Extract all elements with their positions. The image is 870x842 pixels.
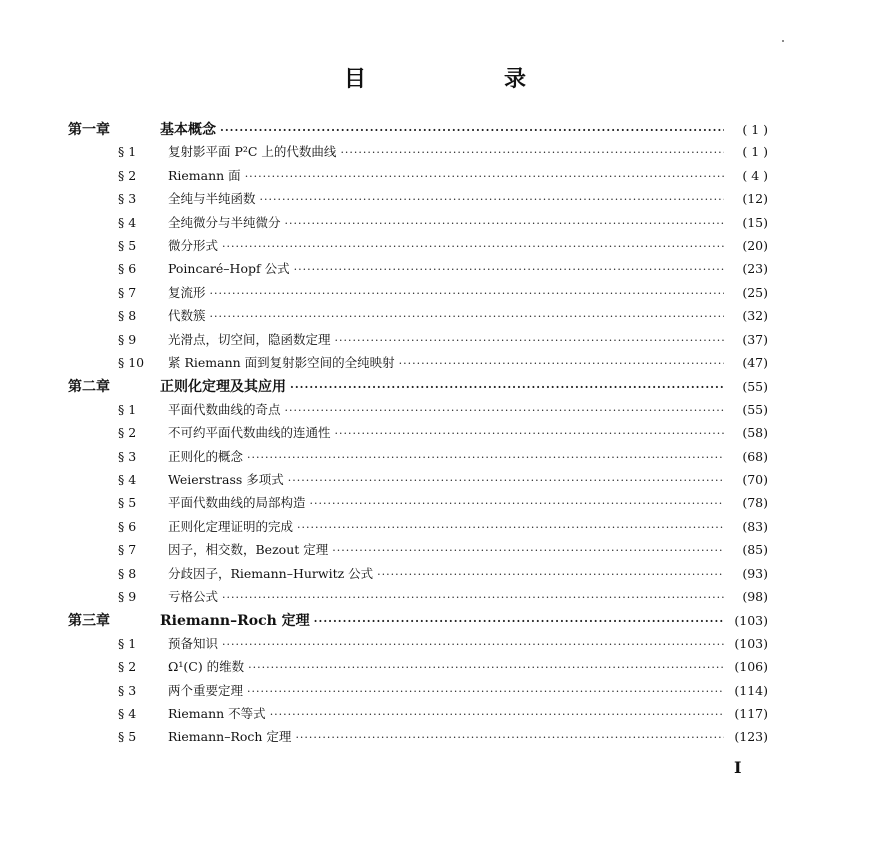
section-title: 正则化定理证明的完成 [168,518,294,534]
section-title: 复流形 [168,284,206,300]
page-reference: ( 4 ) [742,167,768,183]
dot-leader [247,685,724,698]
section-title: Riemann–Roch 定理 [168,729,292,745]
section-number: § 3 [118,682,137,698]
toc-section-row [118,400,768,422]
section-title: 代数簇 [168,308,206,324]
section-number: § 1 [118,401,137,417]
dot-leader [222,638,724,651]
toc-section-row [118,493,768,515]
toc-section-row [118,587,768,609]
section-number: § 5 [118,495,137,511]
section-number: § 5 [118,729,137,745]
section-number: § 10 [118,355,145,370]
toc-section-row [118,142,768,164]
dot-leader [340,146,724,159]
toc-chapter-row [68,376,768,398]
page-reference: (83) [742,518,768,534]
section-number: § 4 [118,706,137,721]
toc-section-row [118,330,768,352]
section-title: 分歧因子，Riemann–Hurwitz 公式 [168,565,374,581]
dot-leader [335,334,724,347]
page-title: 目 录 [343,66,584,92]
page-reference: (25) [742,284,768,300]
section-title: 因子，相交数，Bezout 定理 [168,542,329,558]
dot-leader [245,170,724,183]
toc-section-row [118,540,768,562]
page-reference: (23) [742,261,768,277]
dot-leader [335,427,724,440]
toc-section-row [118,189,768,211]
dot-leader [210,310,724,323]
page-reference: (78) [742,495,768,511]
section-number: § 4 [118,214,137,230]
page-reference: (58) [742,425,768,441]
section-title: Riemann 不等式 [168,706,266,721]
section-title: Riemann 面 [168,167,241,183]
toc-section-row [118,517,768,539]
toc-chapter-row [68,610,768,632]
section-number: § 5 [118,238,137,253]
dot-leader [377,568,724,581]
section-title: 正则化的概念 [168,448,244,464]
toc-section-row [118,423,768,445]
page-reference: (103) [734,613,768,629]
page-reference: (32) [742,308,768,324]
section-title: 全纯微分与半纯微分 [168,214,281,230]
section-title: Weierstrass 多项式 [168,472,284,487]
page-number: I [734,758,742,777]
toc-section-row [118,634,768,656]
toc-section-row [118,681,768,703]
section-title: 平面代数曲线的奇点 [168,401,281,417]
section-number: § 6 [118,261,137,277]
section-number: § 1 [118,144,137,160]
section-title: 平面代数曲线的局部构造 [168,495,306,511]
chapter-title: 基本概念 [160,122,216,138]
chapter-title: 正则化定理及其应用 [160,379,286,396]
toc-section-row [118,259,768,281]
section-title: 光滑点，切空间，隐函数定理 [168,331,331,347]
dot-leader [399,357,724,370]
page-reference: (20) [742,238,768,253]
toc-section-row [118,306,768,328]
page-reference: (37) [742,331,768,347]
page-reference: (117) [734,706,768,721]
page-reference: (123) [734,729,768,745]
dot-leader [220,124,724,137]
toc-section-row [118,564,768,586]
toc-section-row [118,657,768,679]
page-reference: (55) [742,401,768,417]
section-number: § 9 [118,589,137,604]
page-reference: (93) [742,565,768,581]
toc-section-row [118,213,768,235]
dot-leader [285,217,724,230]
section-title: 微分形式 [168,238,219,253]
dot-leader [222,591,724,604]
toc-section-row [118,236,768,258]
section-title: 紧 Riemann 面到复射影空间的全纯映射 [168,355,395,370]
page-reference: (106) [734,659,768,675]
page-reference: (98) [742,589,768,604]
toc-section-row [118,166,768,188]
dot-leader [270,708,724,721]
toc-chapter-row [68,119,768,141]
toc-section-row [118,283,768,305]
page-reference: (12) [742,191,768,207]
section-number: § 4 [118,472,137,487]
toc-section-row [118,470,768,492]
toc-section-row [118,727,768,749]
section-number: § 7 [118,542,137,558]
section-number: § 3 [118,191,137,207]
section-number: § 2 [118,167,137,183]
toc-section-row [118,353,768,375]
section-number: § 3 [118,448,137,464]
page-reference: (70) [742,472,768,487]
chapter-number: 第三章 [68,613,110,630]
dot-leader [294,263,724,276]
dot-leader [222,240,724,253]
dot-leader [310,497,724,510]
section-number: § 1 [118,635,137,651]
section-number: § 9 [118,331,137,347]
section-number: § 8 [118,565,137,581]
toc-section-row [118,704,768,726]
section-number: § 6 [118,518,137,534]
dot-leader [285,404,724,417]
section-title: Poincaré–Hopf 公式 [168,261,290,277]
dot-leader [247,451,724,464]
dot-leader [248,661,724,674]
section-number: § 2 [118,659,137,675]
section-title: 不可约平面代数曲线的连通性 [168,425,331,441]
dot-leader [297,521,724,534]
section-number: § 7 [118,284,137,300]
page-reference: (47) [742,355,768,370]
chapter-title: Riemann–Roch 定理 [160,613,310,630]
section-number: § 2 [118,425,137,441]
page-reference: (103) [734,635,768,651]
page-reference: (55) [742,379,768,395]
dot-leader [210,287,724,300]
page-reference: ( 1 ) [742,144,768,160]
section-title: 复射影平面 P²C 上的代数曲线 [168,144,337,160]
dot-leader [332,544,724,557]
section-number: § 8 [118,308,137,324]
dot-leader [260,193,724,206]
chapter-number: 第一章 [68,122,110,138]
dot-leader [295,731,724,744]
section-title: 全纯与半纯函数 [168,191,256,207]
page-reference: (114) [734,682,768,698]
page-reference: (68) [742,448,768,464]
page-reference: ( 1 ) [742,122,768,137]
chapter-number: 第二章 [68,379,110,396]
toc-section-row [118,447,768,469]
dot-leader [290,381,724,394]
section-title: Ω¹(C) 的维数 [168,659,245,675]
dot-leader [314,615,724,628]
section-title: 亏格公式 [168,589,219,604]
section-title: 两个重要定理 [168,682,244,698]
page-reference: (15) [742,214,768,230]
page-reference: (85) [742,542,768,558]
section-title: 预备知识 [168,635,219,651]
dot-leader [288,474,724,487]
scan-speck [782,40,784,42]
